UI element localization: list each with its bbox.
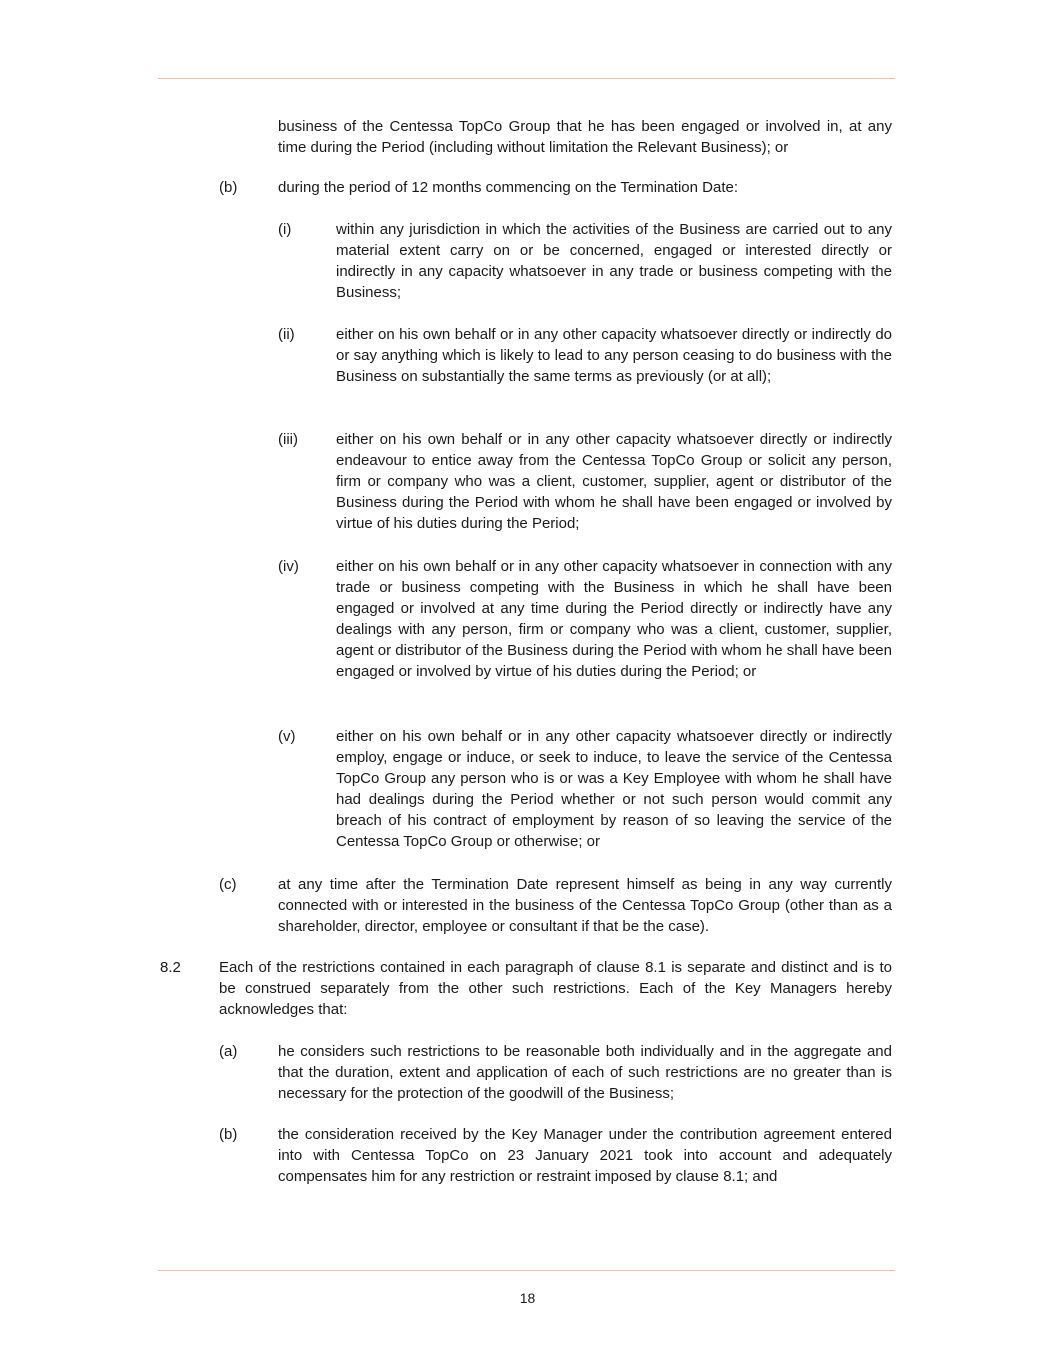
page-number: 18 (519, 1290, 536, 1306)
item-label: (a) (219, 1043, 238, 1060)
footer-rule (158, 1270, 895, 1271)
clause-number: 8.2 (160, 959, 181, 976)
item-label: (i) (278, 221, 292, 238)
clause-text: Each of the restrictions contained in each paragraph of clause 8.1 is separate and distinct and is to be construed separately from the other such restrictions. Each of the Key Managers hereby acknowledges that: (219, 959, 892, 1018)
header-rule (158, 78, 895, 79)
item-label: (c) (219, 876, 237, 893)
item-text: the consideration received by the Key Manager under the contribution agreement entered into with Centessa TopCo on 23 January 2021 took into account and adequately compensates him for any restriction or restraint imposed by clause 8.1; and (278, 1126, 892, 1185)
item-label: (iv) (278, 558, 299, 575)
item-text: either on his own behalf or in any other capacity whatsoever in connection with any trade or business competing with the Business in which he shall have been engaged or involved at any time during the Period directly or indirectly have any dealings with any person, firm or company who was a client, customer, supplier, agent or distributor of the Business during the Period with whom he shall have been engaged or involved by virtue of his duties during the Period; or (336, 558, 892, 680)
item-text: during the period of 12 months commencing on the Termination Date: (278, 179, 738, 196)
item-label: (iii) (278, 431, 298, 448)
item-label: (ii) (278, 326, 295, 343)
item-text: either on his own behalf or in any other capacity whatsoever directly or indirectly do or say anything which is likely to lead to any person ceasing to do business with the Business on substantially the same terms as previously (or at all); (336, 326, 892, 385)
item-label: (b) (219, 1126, 238, 1143)
item-text: within any jurisdiction in which the activities of the Business are carried out to any material extent carry on or be concerned, engaged or interested directly or indirectly in any capacity whatsoever in any trade or business competing with the Business; (336, 221, 892, 301)
item-text: either on his own behalf or in any other capacity whatsoever directly or indirectly employ, engage or induce, or seek to induce, to leave the service of the Centessa TopCo Group any person who is or was a Key Employee with whom he shall have had dealings during the Period whether or not such person would commit any breach of his contract of employment by reason of so leaving the service of the Centessa TopCo Group or otherwise; or (336, 728, 892, 850)
item-text: at any time after the Termination Date represent himself as being in any way currently connected with or interested in the business of the Centessa TopCo Group (other than as a shareholder, director, employee or consultant if that be the case). (278, 876, 892, 935)
item-text: he considers such restrictions to be reasonable both individually and in the aggregate and that the duration, extent and application of each of such restrictions are no greater than is necessary for the protection of the goodwill of the Business; (278, 1043, 892, 1102)
item-text: either on his own behalf or in any other capacity whatsoever directly or indirectly endeavour to entice away from the Centessa TopCo Group or solicit any person, firm or company who was a client, customer, supplier, agent or distributor of the Business during the Period with whom he shall have been engaged or involved by virtue of his duties during the Period; (336, 431, 892, 532)
item-label: (v) (278, 728, 296, 745)
item-label: (b) (219, 179, 238, 196)
continuation-paragraph: business of the Centessa TopCo Group that he has been engaged or involved in, at any time during the Period (including without limitation the Relevant Business); or (278, 118, 892, 156)
